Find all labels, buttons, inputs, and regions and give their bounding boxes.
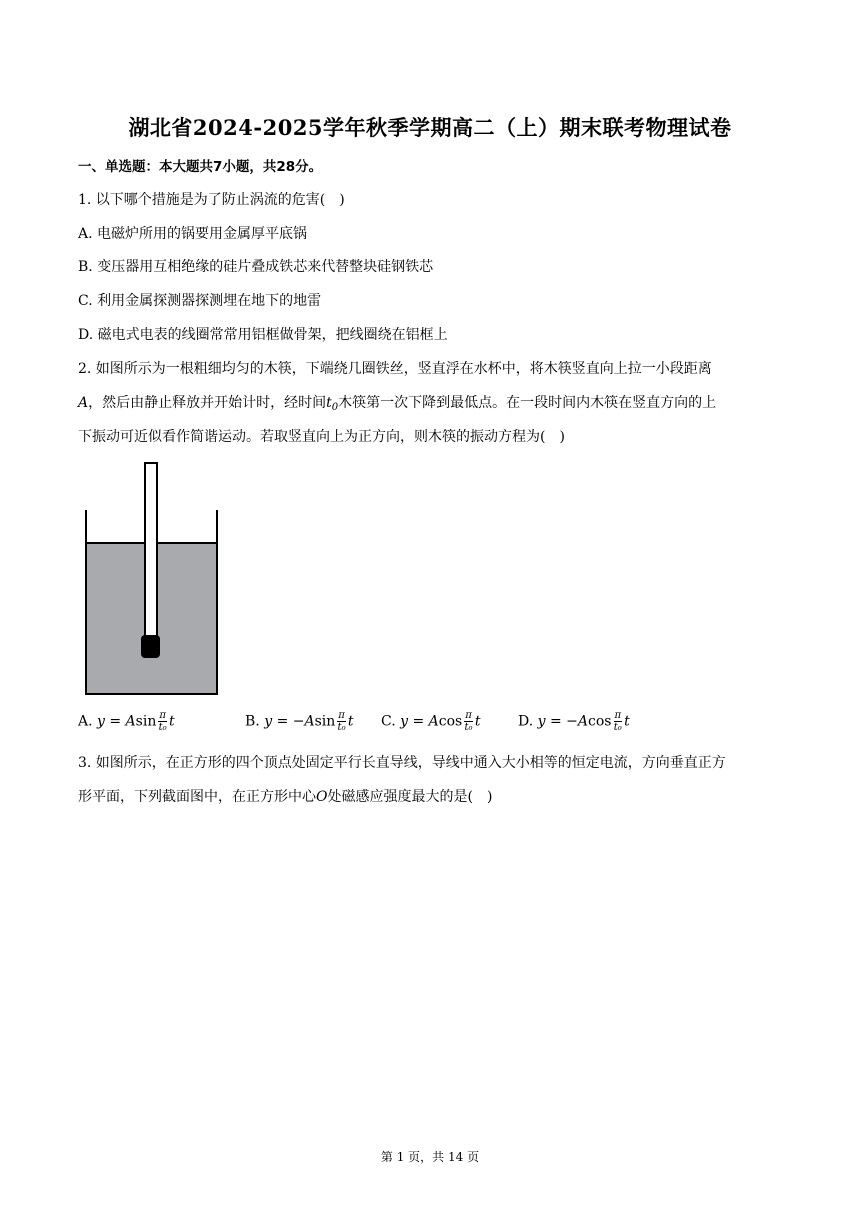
question-2-line-1: 2. 如图所示为一根粗细均匀的木筷，下端绕几圈铁丝，竖直浮在水杯中，将木筷竖直向上拉一小段距离 — [78, 361, 712, 377]
fraction — [614, 710, 623, 733]
fraction-numerator: π — [338, 710, 345, 721]
fraction-numerator: π — [614, 710, 622, 721]
variable-a: A — [78, 395, 89, 411]
question-2-line-3: 下振动可近似看作简谐运动。若取竖直向上为正方向，则木筷的振动方程为( ) — [78, 429, 565, 445]
option-fn: cos — [588, 713, 612, 730]
question-1-option-a: A. 电磁炉所用的锅要用金属厚平底锅 — [78, 226, 308, 242]
question-1-option-d: D. 磁电式电表的线圈常常用铝框做骨架，把线圈绕在铝框上 — [78, 327, 448, 343]
page-footer: 第 1 页，共 14 页 — [380, 1150, 480, 1164]
question-1-stem: 1. 以下哪个措施是为了防止涡流的危害( ) — [78, 192, 345, 208]
variable-t: t — [326, 395, 332, 411]
question-2-option-c — [381, 710, 480, 733]
option-var: t — [347, 713, 354, 730]
option-label: C. — [381, 713, 401, 730]
question-3-line-2 — [78, 787, 492, 807]
option-expr: y = A — [400, 713, 439, 730]
fraction — [158, 710, 167, 733]
fraction — [337, 710, 346, 733]
option-var: t — [474, 713, 481, 730]
question-3-line-2-text-b: 处磁感应强度最大的是( ) — [327, 789, 493, 805]
question-3-line-2-text-a: 形平面，下列截面图中，在正方形中心 — [78, 789, 316, 805]
question-2-line-2 — [78, 393, 716, 418]
fraction — [464, 710, 473, 733]
question-1-option-c: C. 利用金属探测器探测埋在地下的地雷 — [78, 293, 322, 309]
fraction-denominator: t₀ — [464, 722, 473, 733]
fraction-numerator: π — [159, 710, 166, 721]
question-1-option-b: B. 变压器用互相绝缘的硅片叠成铁芯来代替整块硅钢铁芯 — [78, 259, 434, 275]
option-fn: sin — [135, 713, 157, 730]
option-expr: y = A — [97, 713, 136, 730]
option-label: A. — [78, 713, 98, 730]
option-label: B. — [245, 713, 265, 730]
chopstick — [145, 463, 157, 638]
question-2-line-2-text-a: ，然后由静止释放并开始计时，经时间 — [88, 395, 327, 411]
question-2-option-d — [518, 710, 630, 733]
option-var: t — [624, 713, 630, 730]
option-label: D. — [518, 713, 538, 730]
question-2-line-2-text-b: 木筷第一次下降到最低点。在一段时间内木筷在竖直方向的上 — [338, 395, 717, 411]
option-expr: y = −A — [537, 713, 589, 730]
chopstick-in-cup-figure — [80, 460, 225, 700]
question-2-option-a — [78, 710, 175, 733]
iron-wire-coil — [141, 635, 160, 658]
option-expr: y = −A — [264, 713, 315, 730]
option-var: t — [168, 713, 175, 730]
fraction-numerator: π — [465, 710, 472, 721]
question-3-line-1: 3. 如图所示，在正方形的四个顶点处固定平行长直导线，导线中通入大小相等的恒定电流，方向垂直正方 — [78, 755, 726, 771]
section-heading: 一、单选题：本大题共7小题，共28分。 — [78, 159, 323, 175]
fraction-denominator: t₀ — [158, 722, 167, 733]
fraction-denominator: t₀ — [613, 722, 622, 733]
page-title: 湖北省2024-2025学年秋季学期高二（上）期末联考物理试卷 — [128, 115, 732, 140]
variable-o: O — [316, 789, 328, 805]
question-2-option-b — [245, 710, 354, 733]
fraction-denominator: t₀ — [337, 722, 346, 733]
option-fn: cos — [438, 713, 463, 730]
variable-t-subscript: 0 — [331, 402, 339, 413]
option-fn: sin — [314, 713, 336, 730]
